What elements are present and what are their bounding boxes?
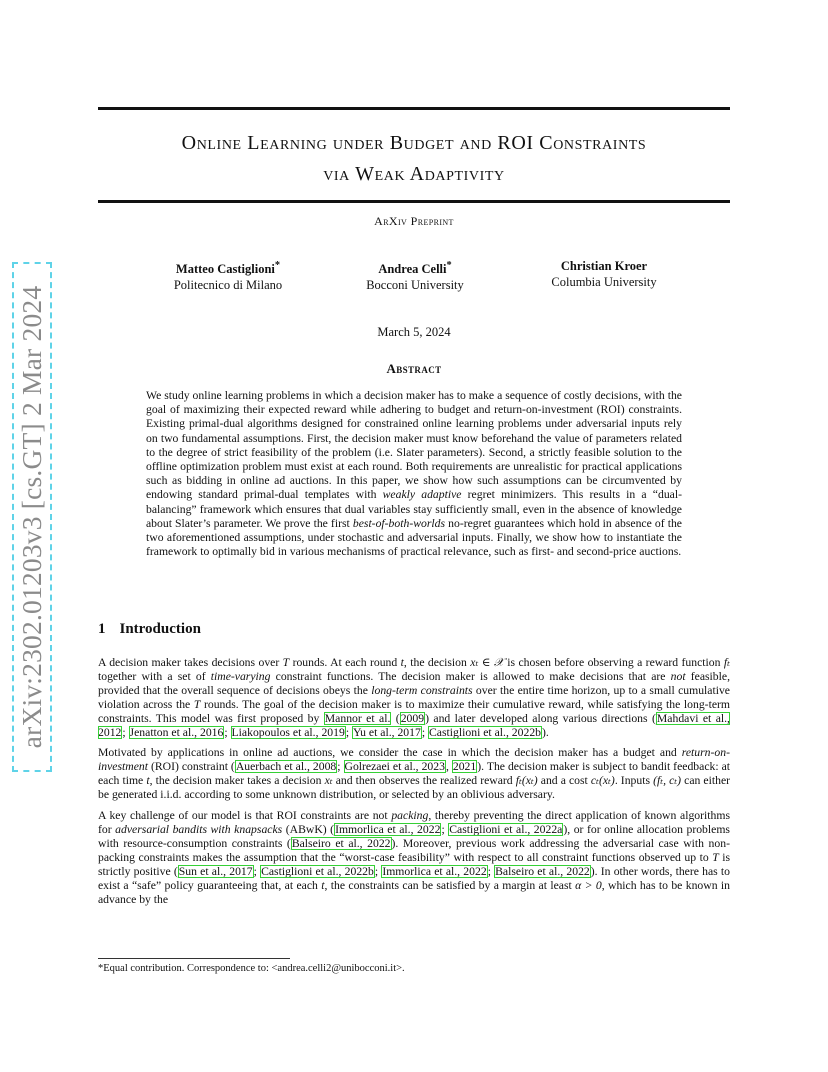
citation-link[interactable]: Mahdavi et al., 2012 (98, 711, 730, 739)
citation-link[interactable]: Golrezaei et al., 2023 (344, 760, 445, 774)
paper-title (98, 128, 730, 190)
publication-date: March 5, 2024 (377, 325, 451, 339)
title-line-2: via Weak Adaptivity (323, 163, 505, 185)
author-affiliation: Politecnico di Milano (173, 278, 283, 293)
preprint-label: ArXiv Preprint (374, 214, 454, 228)
paragraph-2: Motivated by applications in online ad auctions, we consider the case in which the decision maker has a budget and return-on-investment (ROI) constraint (Auerbach et al., 2008; Golrezaei et al., 2023, 2021). The decision maker is subject to bandit feedback: at each time t, the decision maker takes a decision xₜ and then observes the realized reward fₜ(xₜ) and a cost cₜ(xₜ). Inputs (fₜ, cₜ) can either be generated i.i.d. according to some unknown distribution, or selected by an oblivious adversary. (98, 746, 731, 802)
citation-link[interactable]: Immorlica et al., 2022 (382, 864, 487, 878)
title-bottom-rule (98, 200, 730, 203)
title-top-rule (98, 107, 730, 110)
citation-link[interactable]: Immorlica et al., 2022 (335, 822, 441, 836)
citation-link[interactable]: Liakopoulos et al., 2019 (231, 725, 345, 739)
author-block-1 (128, 258, 328, 293)
citation-link[interactable]: Auerbach et al., 2008 (235, 760, 337, 774)
footnote: *Equal contribution. Correspondence to: <andrea.celli2@unibocconi.it>. (98, 963, 405, 974)
citation-link[interactable]: 2009 (400, 711, 425, 725)
citation-link[interactable]: Yu et al., 2017 (353, 725, 421, 739)
author-affiliation: Columbia University (551, 275, 657, 289)
citation-link[interactable]: Sun et al., 2017 (178, 864, 253, 878)
paragraph-3: A key challenge of our model is that ROI constraints are not packing, thereby preventing the direct application of known algorithms for adversarial bandits with knapsacks (ABwK) (Immorlica et al., 2022; Castiglioni et al., 2022a), or for online allocation problems with resource-consumption constraints (Balseiro et al., 2022). Moreover, previous work addressing the adversarial case with non-packing constraints makes the assumption that the “worst-case feasibility” with respect to all constraint functions observed up to T is strictly positive (Sun et al., 2017; Castiglioni et al., 2022b; Immorlica et al., 2022; Balseiro et al., 2022). In other words, there has to exist a “safe” policy guaranteeing that, at each t, the constraints can be satisfied by a margin at least α > 0, which has to be known in advance by the (98, 809, 731, 906)
section-number: 1 (98, 621, 106, 637)
citation-link[interactable]: Castiglioni et al., 2022b (429, 725, 542, 739)
arxiv-stamp[interactable] (10, 262, 54, 772)
citation-link[interactable]: Jenatton et al., 2016 (129, 725, 224, 739)
abstract-text: We study online learning problems in which a decision maker has to make a sequence of costly decisions, with the goal of maximizing their expected reward while adhering to budget and return-on-investment (ROI) constraints. Existing primal-dual algorithms designed for constrained online learning problems under adversarial inputs rely on two fundamental assumptions. First, the decision maker must know beforehand the value of parameters related to the degree of strict feasibility of the problem (i.e. Slater parameters). Second, a strictly feasible solution to the offline optimization problem must exist at each round. Both requirements are unrealistic for practical applications such as bidding in online ad auctions. In this paper, we show how such assumptions can be circumvented by endowing standard primal-dual templates with weakly adaptive regret minimizers. This results in a “dual-balancing” framework which ensures that dual variables stay sufficiently small, even in the absence of knowledge about Slater’s parameter. We prove the first best-of-both-worlds no-regret guarantees which hold in absence of the two aforementioned assumptions, under stochastic and adversarial inputs. Finally, we show how to instantiate the framework to optimally bid in various mechanisms of practical relevance, such as first- and second-price auctions. (146, 389, 682, 559)
citation-link[interactable]: Castiglioni et al., 2022a (449, 822, 563, 836)
arxiv-id[interactable]: arXiv:2302.01203v3 [cs.GT] 2 Mar 2024 (12, 262, 52, 772)
citation-link[interactable]: Castiglioni et al., 2022b (261, 864, 374, 878)
author-block-3 (504, 258, 704, 290)
author-block-2 (315, 258, 515, 293)
author-name: Andrea Celli* (378, 260, 452, 277)
section-heading (98, 621, 215, 638)
citation-link[interactable]: Mannor et al. (324, 711, 391, 725)
author-affiliation: Bocconi University (366, 278, 464, 293)
abstract-heading: Abstract (386, 361, 442, 376)
footnote-rule (98, 958, 290, 959)
author-name: Christian Kroer (560, 259, 648, 273)
citation-link[interactable]: Balseiro et al., 2022 (495, 864, 590, 878)
section-title: Introduction (119, 621, 201, 637)
author-name: Matteo Castiglioni* (175, 260, 281, 277)
paragraph-1: A decision maker takes decisions over T rounds. At each round t, the decision xₜ ∈ 𝒳 is chosen before observing a reward function fₜ together with a set of time-varying constraint functions. The decision maker is allowed to make decisions that are not feasible, provided that the overall sequence of decisions obeys the long-term constraints over the entire time horizon, up to a small cumulative violation across the T rounds. The goal of the decision maker is to maximize their cumulative reward, while satisfying the long-term constraints. This model was first proposed by Mannor et al. (2009) and later developed along various directions (Mahdavi et al., 2012; Jenatton et al., 2016; Liakopoulos et al., 2019; Yu et al., 2017; Castiglioni et al., 2022b). (98, 656, 731, 739)
title-line-1: Online Learning under Budget and ROI Constraints (181, 132, 647, 154)
intro-body (98, 656, 730, 913)
citation-link[interactable]: Balseiro et al., 2022 (291, 836, 391, 850)
citation-link[interactable]: 2021 (452, 760, 477, 774)
